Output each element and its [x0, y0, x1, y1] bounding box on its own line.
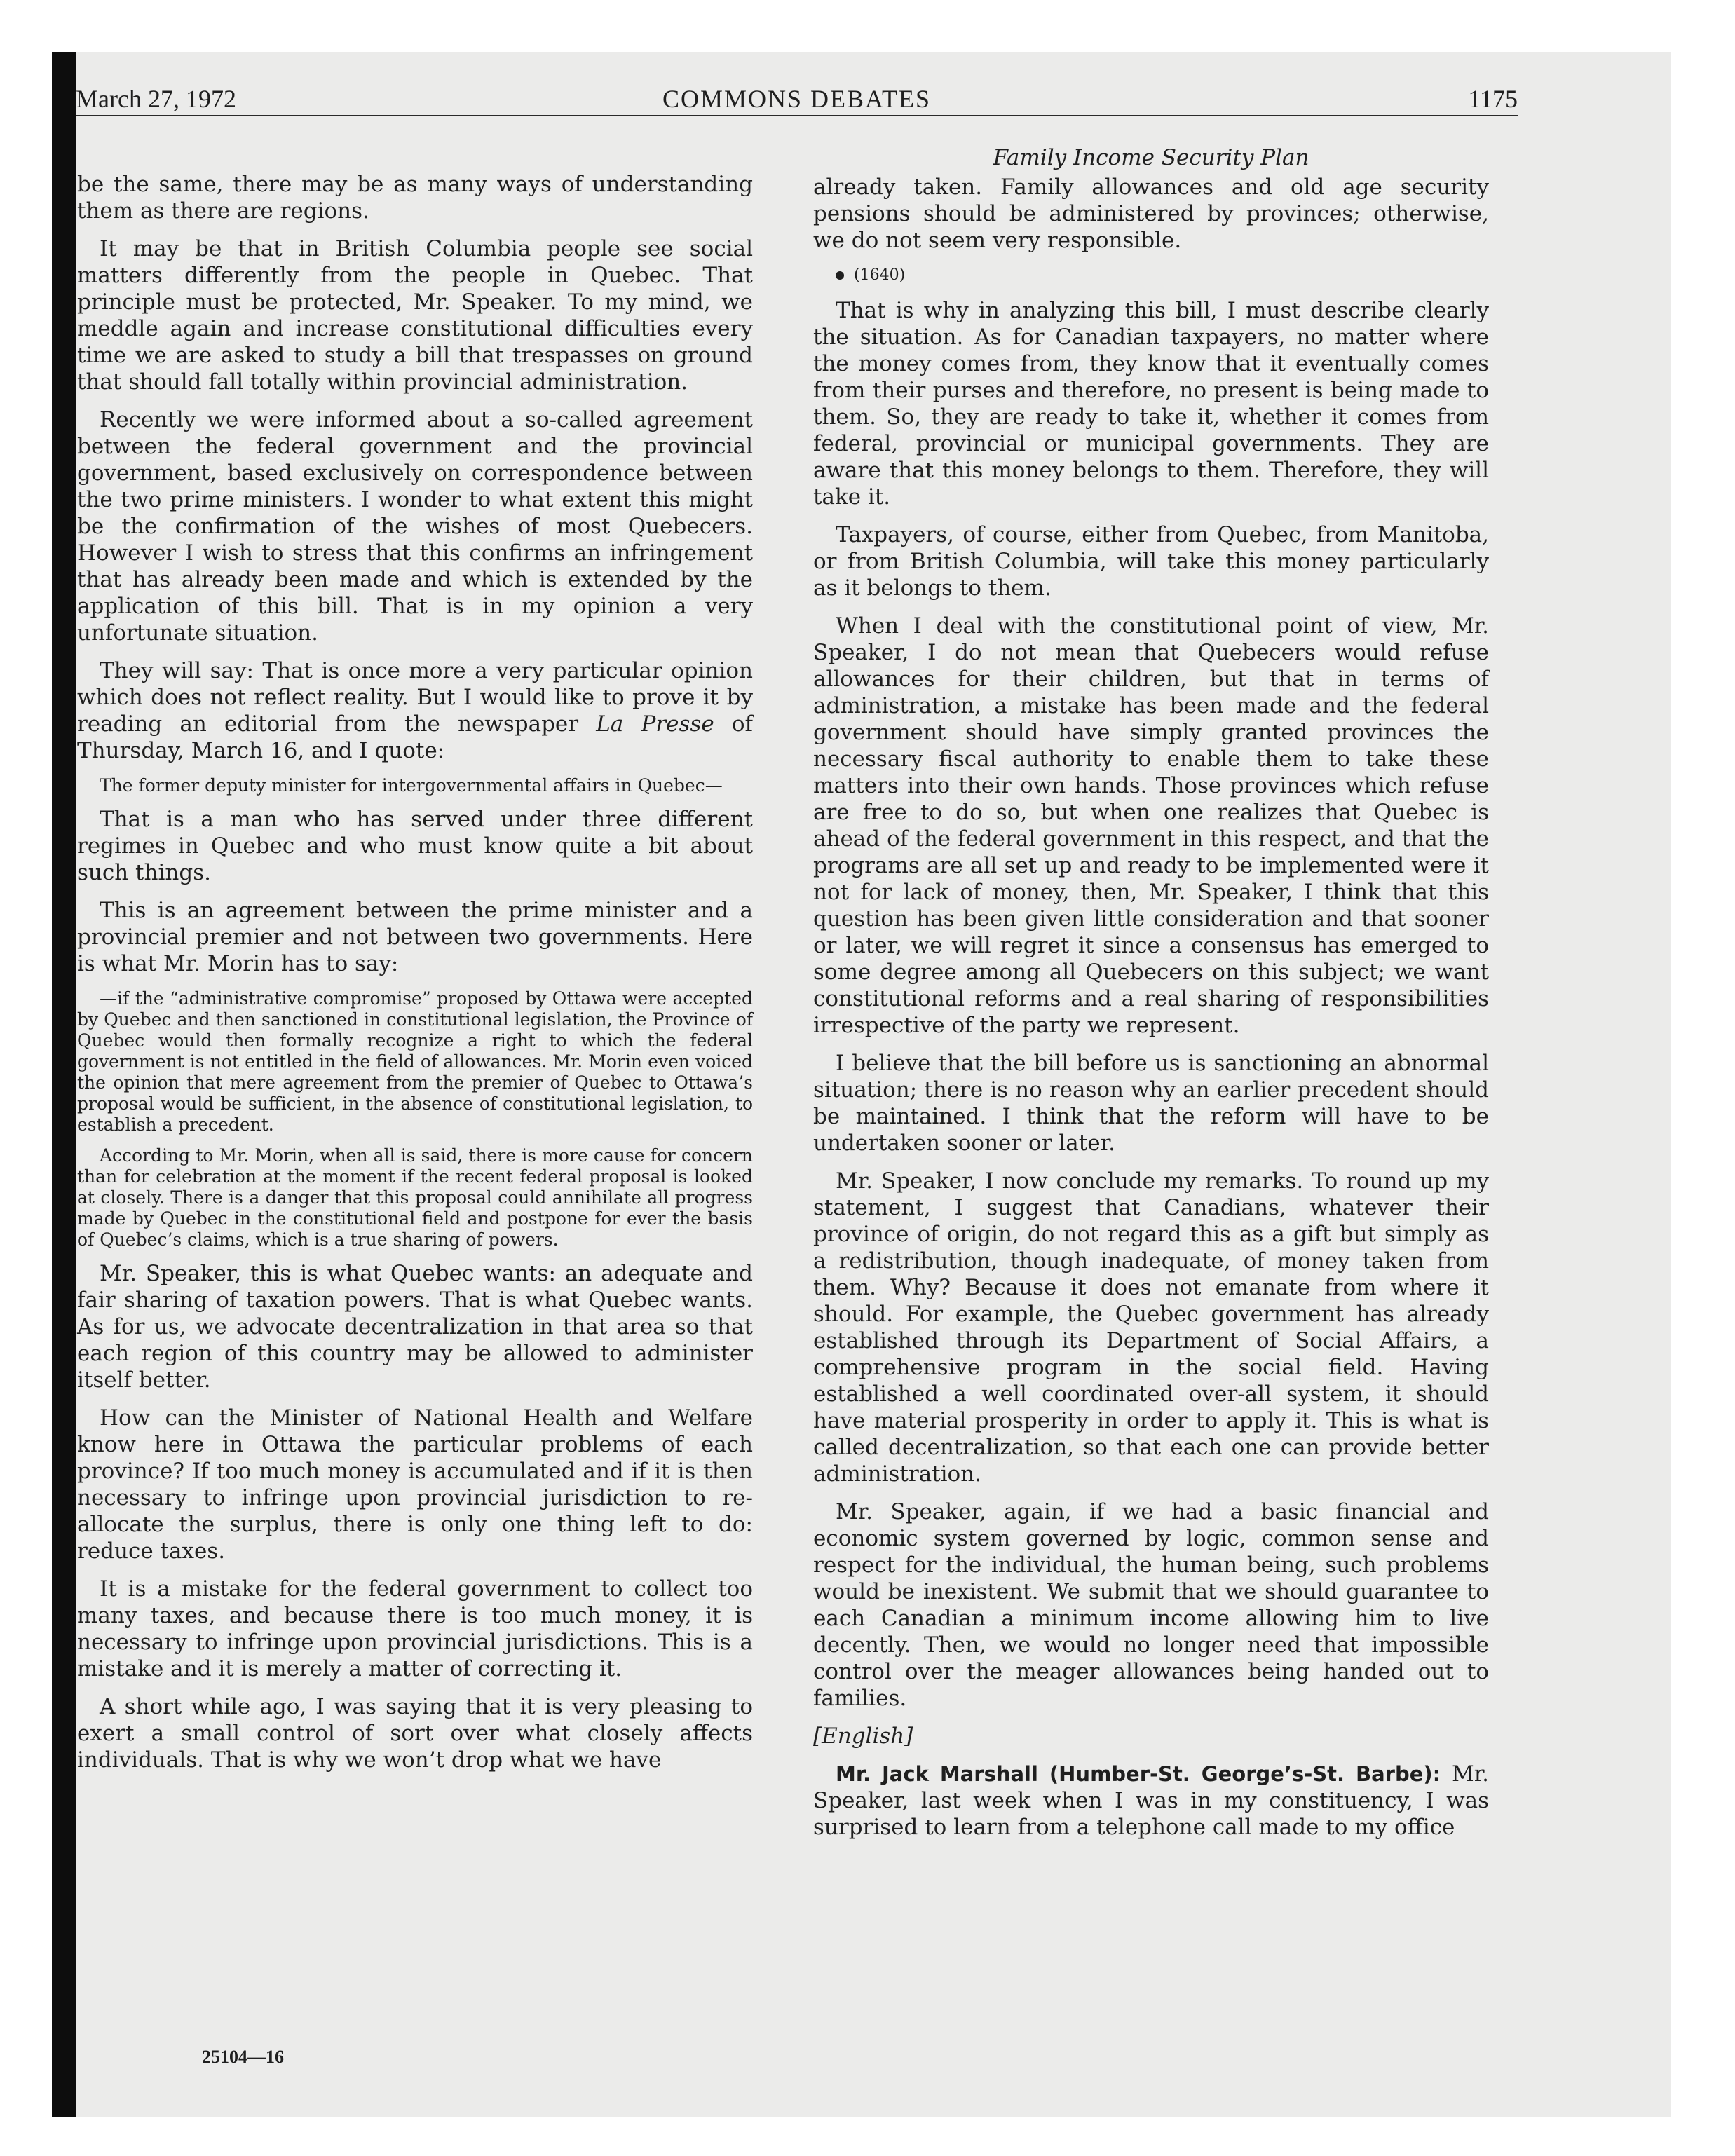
paragraph-text: Mr. Speaker, last week when I was in my constituency, I was surprised to learn from a telephone call made to my office: [813, 1761, 1489, 1840]
paragraph: Mr. Speaker, this is what Quebec wants: an adequate and fair sharing of taxation powers. That is what Quebec wants. As for us, we advocate decentralization in that area so that each region of this country may be allowed to administer itself better.: [77, 1261, 753, 1393]
scan-edge: [52, 52, 76, 2117]
paragraph: I believe that the bill before us is sanctioning an abnormal situation; there is no reason why an earlier precedent should be maintained. I think that the reform will have to be undertaken sooner or later.: [813, 1051, 1489, 1156]
paragraph: How can the Minister of National Health and Welfare know here in Ottawa the particular problems of each province? If too much money is accumulated and if it is then necessary to infringe upon provincial jurisdiction to re-allocate the surplus, there is only one thing left to do: reduce taxes.: [77, 1405, 753, 1564]
paragraph: already taken. Family allowances and old age security pensions should be administered by provinces; otherwise, we do not seem very responsible.: [813, 175, 1489, 253]
block-quote: According to Mr. Morin, when all is said, there is more cause for concern than for celebration at the moment if the recent federal proposal is looked at closely. There is a danger that this proposal could annihilate all progress made by Quebec in the constitutional field and postpone for ever the basis of Quebec’s claims, which is a true sharing of powers.: [77, 1145, 753, 1250]
paragraph: That is a man who has served under three different regimes in Quebec and who must know quite a bit about such things.: [77, 807, 753, 885]
left-column: [77, 171, 753, 1785]
language-tag: [English]: [813, 1724, 913, 1749]
newspaper-title: La Presse: [596, 711, 714, 737]
header-page-number: 1175: [1468, 85, 1518, 113]
footer-print-code: 25104—16: [202, 2047, 284, 2067]
paragraph-text: of Thursday, March 16, and I quote:: [77, 711, 753, 763]
paragraph: Mr. Speaker, again, if we had a basic financial and economic system governed by logic, common sense and respect for the individual, the human being, such problems would be inexistent. We submit that we should guarantee to each Canadian a minimum income allowing him to live decently. Then, we would no longer need that impossible control over the meager allowances being handed out to families.: [813, 1499, 1489, 1711]
bullet-dot-icon: [836, 271, 844, 280]
paragraph: It is a mistake for the federal government to collect too many taxes, and because there is too much money, it is necessary to infringe upon provincial jurisdictions. This is a mistake and it is merely a matter of correcting it.: [77, 1576, 753, 1681]
paragraph: Taxpayers, of course, either from Quebec, from Manitoba, or from British Columbia, will take this money particularly as it belongs to them.: [813, 522, 1489, 601]
speaker-name: Mr. Jack Marshall (Humber-St. George’s-St. Barbe):: [836, 1762, 1441, 1786]
paragraph: [813, 1761, 1489, 1841]
paragraph: When I deal with the constitutional point of view, Mr. Speaker, I do not mean that Quebecers would refuse allowances for their children, but that in terms of administration, a mistake has been made and the federal government should have simply granted provinces the necessary fiscal authority to enable them to take these matters into their own hands. Those provinces which refuse are free to do so, but when one realizes that Quebec is ahead of the federal government in this respect, and that the programs are all set up and ready to be implemented were it not for lack of money, then, Mr. Speaker, I think that this question has been given little consideration and that sooner or later, we will regret it since a consensus has emerged to some degree among all Quebecers on this subject; we want constitutional reforms and a real sharing of responsibilities irrespective of the party we represent.: [813, 613, 1489, 1038]
paragraph: A short while ago, I was saying that it is very pleasing to exert a small control of sort over what closely affects individuals. That is why we won’t drop what we have: [77, 1694, 753, 1773]
block-quote: The former deputy minister for intergovernmental affairs in Quebec—: [100, 775, 723, 796]
block-quote: —if the “administrative compromise” proposed by Ottawa were accepted by Quebec and then sanctioned in constitutional legislation, the Province of Quebec would then formally recognize a right to which the federal government is not entitled in the field of allowances. Mr. Morin even voiced the opinion that mere agreement from the premier of Quebec to Ottawa’s proposal would be sufficient, in the absence of constitutional legislation, to establish a precedent.: [77, 988, 753, 1135]
section-title: Family Income Security Plan: [993, 145, 1309, 170]
time-marker-text: (1640): [854, 266, 906, 284]
running-head: [76, 83, 1518, 116]
header-journal-title: COMMONS DEBATES: [662, 85, 932, 113]
paragraph: Recently we were informed about a so-called agreement between the federal government and the provincial government, based exclusively on correspondence between the two prime ministers. I wonder to what extent this might be the confirmation of the wishes of most Quebecers. However I wish to stress that this confirms an infringement that has already been made and which is extended by the application of this bill. That is in my opinion a very unfortunate situation.: [77, 407, 753, 646]
header-date: March 27, 1972: [76, 85, 236, 113]
paragraph: be the same, there may be as many ways of understanding them as there are regions.: [77, 172, 753, 224]
time-marker: [813, 265, 1489, 286]
paragraph: Mr. Speaker, I now conclude my remarks. To round up my statement, I suggest that Canadians, whatever their province of origin, do not regard this as a gift but simply as a redistribution, though inadequate, of money taken from them. Why? Because it does not emanate from where it should. For example, the Quebec government has already established through its Department of Social Affairs, a comprehensive program in the social field. Having established a well coordinated over-all system, it should have material prosperity in order to apply it. This is what is called decentralization, so that each one can provide better administration.: [813, 1168, 1489, 1487]
paragraph-text: They will say: That is once more a very particular opinion which does not reflect reality. But I would like to prove it by reading an editorial from the newspaper: [77, 658, 753, 737]
paragraph: It may be that in British Columbia people see social matters differently from the people in Quebec. That principle must be protected, Mr. Speaker. To my mind, we meddle again and increase constitutional difficulties every time we are asked to study a bill that trespasses on ground that should fall totally within provincial administration.: [77, 236, 753, 395]
paragraph: This is an agreement between the prime minister and a provincial premier and not between two governments. Here is what Mr. Morin has to say:: [77, 898, 753, 976]
paragraph: [77, 657, 753, 764]
right-column: [813, 144, 1489, 1852]
paragraph: That is why in analyzing this bill, I must describe clearly the situation. As for Canadian taxpayers, no matter where the money comes from, they know that it eventually comes from their purses and therefore, no present is being made to them. So, they are ready to take it, whether it comes from federal, provincial or municipal governments. They are aware that this money belongs to them. Therefore, they will take it.: [813, 298, 1489, 510]
